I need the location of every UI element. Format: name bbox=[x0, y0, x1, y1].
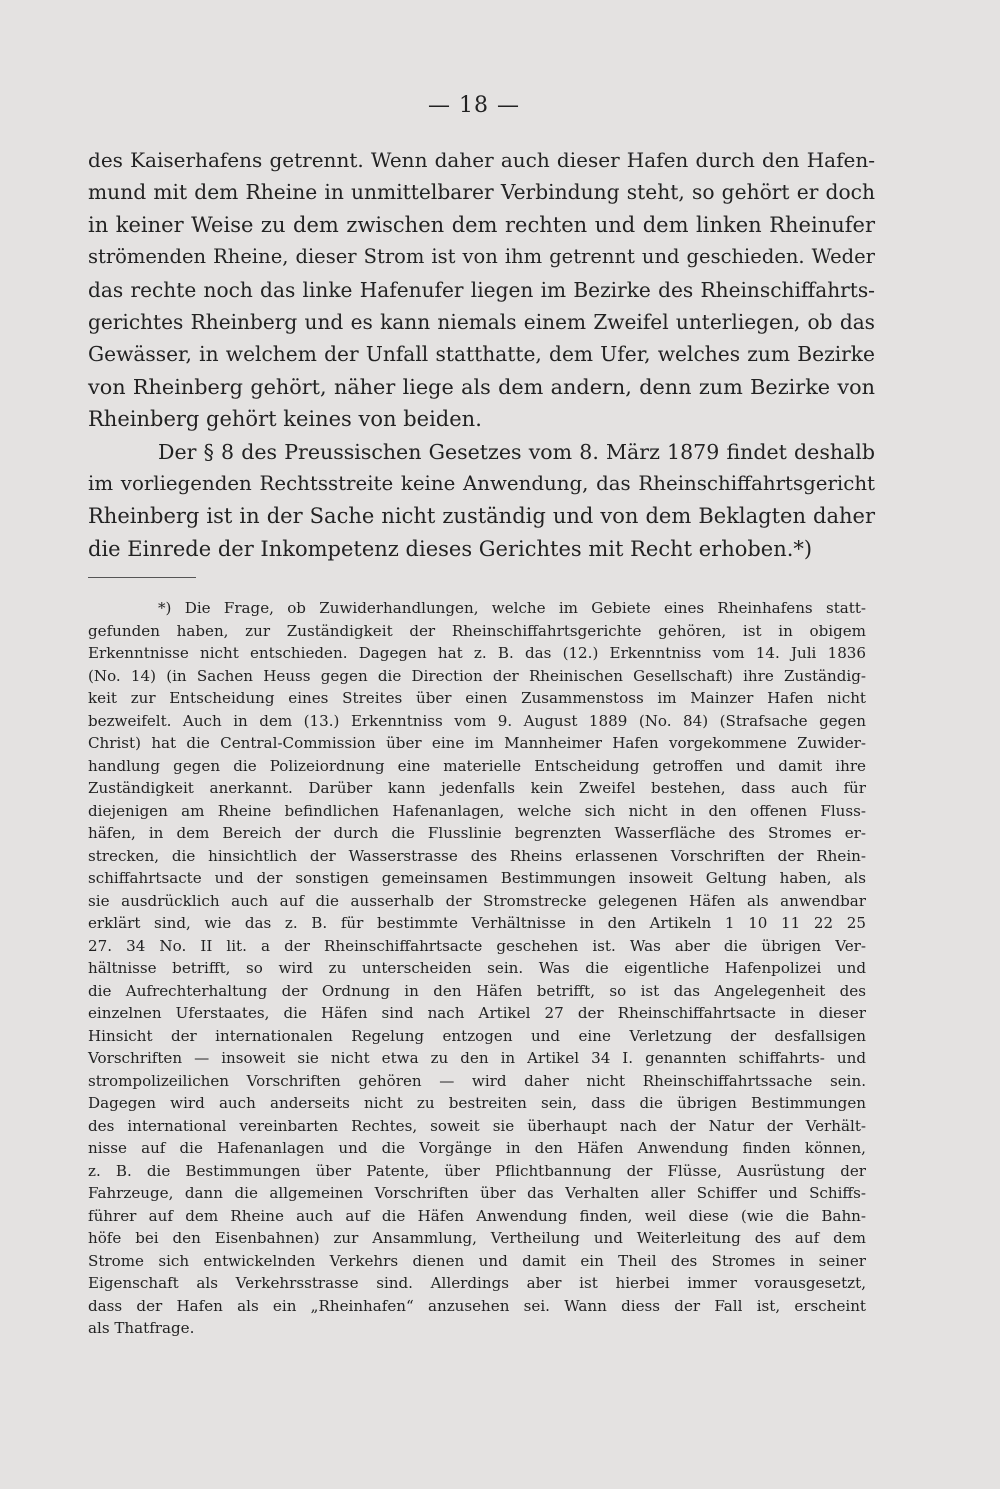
footnote-line: Fahrzeuge, dann die allgemeinen Vorschriften über das Verhalten aller Schiffer und Schiffs- bbox=[88, 1184, 866, 1202]
text-line: von Rheinberg gehört, näher liege als dem andern, denn zum Bezirke von bbox=[88, 374, 875, 399]
footnote-line: Vorschriften — insoweit sie nicht etwa zu den in Artikel 34 I. genannten schiffahrts- und bbox=[88, 1049, 866, 1067]
footnote-line: schiffahrtsacte und der sonstigen gemeinsamen Bestimmungen insoweit Geltung haben, als bbox=[88, 869, 866, 887]
footnote-line: führer auf dem Rheine auch auf die Häfen Anwendung finden, weil diese (wie die Bahn- bbox=[88, 1206, 866, 1225]
footnote-line: dass der Hafen als ein „Rheinhafen“ anzusehen sei. Wann diess der Fall ist, erscheint bbox=[88, 1296, 866, 1315]
text-line: Gewässer, in welchem der Unfall statthatte, dem Ufer, welches zum Bezirke bbox=[88, 342, 875, 367]
footnote-line: gefunden haben, zur Zuständigkeit der Rheinschiffahrtsgerichte gehören, ist in obigem bbox=[88, 621, 866, 640]
footnote-line: Dagegen wird auch anderseits nicht zu bestreiten sein, dass die übrigen Bestimmungen bbox=[88, 1094, 866, 1112]
footnote-line: nisse auf die Hafenanlagen und die Vorgänge in den Häfen Anwendung finden können, bbox=[88, 1139, 866, 1157]
text-line: gerichtes Rheinberg und es kann niemals einem Zweifel unterliegen, ob das bbox=[88, 310, 875, 335]
footnote-line: Christ) hat die Central-Commission über eine im Mannheimer Hafen vorgekommene Zuwider- bbox=[88, 734, 866, 752]
footnote-line: z. B. die Bestimmungen über Patente, über Pflichtbannung der Flüsse, Ausrüstung der bbox=[88, 1161, 866, 1180]
text-line: Rheinberg ist in der Sache nicht zuständig und von dem Beklagten daher bbox=[88, 504, 875, 529]
footnote-line: Erkenntnisse nicht entschieden. Dagegen hat z. B. das (12.) Erkenntniss vom 14. Juli 1836 bbox=[88, 644, 866, 662]
footnote-line: (No. 14) (in Sachen Heuss gegen die Direction der Rheinischen Gesellschaft) ihre Zuständig- bbox=[88, 666, 866, 685]
text-line: das rechte noch das linke Hafenufer liegen im Bezirke des Rheinschiffahrts- bbox=[88, 277, 875, 302]
main-text bbox=[88, 144, 875, 565]
footnote bbox=[88, 597, 866, 1340]
footnote-line: erklärt sind, wie das z. B. für bestimmte Verhältnisse in den Artikeln 1 10 11 22 25 bbox=[88, 914, 866, 932]
footnote-line: Hinsicht der internationalen Regelung entzogen und eine Verletzung der desfallsigen bbox=[88, 1026, 866, 1045]
footnote-line: keit zur Entscheidung eines Streites über einen Zusammenstoss im Mainzer Hafen nicht bbox=[88, 689, 866, 707]
footnote-line: sie ausdrücklich auch auf die ausserhalb der Stromstrecke gelegenen Häfen als anwendbar bbox=[88, 891, 866, 910]
text-line: im vorliegenden Rechtsstreite keine Anwendung, das Rheinschiffahrtsgericht bbox=[88, 472, 875, 496]
footnote-line: hältnisse betrifft, so wird zu unterscheiden sein. Was die eigentliche Hafenpolizei und bbox=[88, 959, 866, 977]
footnote-line: des international vereinbarten Rechtes, soweit sie überhaupt nach der Natur der Verhält- bbox=[88, 1116, 866, 1135]
footnote-line: einzelnen Uferstaates, die Häfen sind nach Artikel 27 der Rheinschiffahrtsacte in dieser bbox=[88, 1004, 866, 1022]
footnote-line: bezweifelt. Auch in dem (13.) Erkenntniss vom 9. August 1889 (No. 84) (Strafsache gegen bbox=[88, 711, 866, 730]
text-line: Rheinberg gehört keines von beiden. bbox=[88, 407, 482, 432]
footnote-line: Zuständigkeit anerkannt. Darüber kann jedenfalls kein Zweifel bestehen, dass auch für bbox=[88, 779, 866, 797]
text-line: des Kaiserhafens getrennt. Wenn daher auch dieser Hafen durch den Hafen- bbox=[88, 148, 875, 172]
footnote-line: als Thatfrage. bbox=[88, 1319, 195, 1337]
footnote-line: 27. 34 No. II lit. a der Rheinschiffahrtsacte geschehen ist. Was aber die übrigen Ver- bbox=[88, 936, 866, 955]
footnote-line: Eigenschaft als Verkehrsstrasse sind. Allerdings aber ist hierbei immer vorausgesetzt, bbox=[88, 1274, 866, 1292]
text-line: strömenden Rheine, dieser Strom ist von ihm getrennt und geschieden. Weder bbox=[88, 245, 875, 269]
footnote-line: *) Die Frage, ob Zuwiderhandlungen, welche im Gebiete eines Rheinhafens statt- bbox=[158, 599, 866, 617]
text-line: mund mit dem Rheine in unmittelbarer Verbindung steht, so gehört er doch bbox=[88, 180, 875, 205]
page-number: — 18 — bbox=[428, 93, 520, 118]
footnote-line: häfen, in dem Bereich der durch die Flusslinie begrenzten Wasserfläche des Stromes er- bbox=[88, 824, 866, 842]
footnote-line: diejenigen am Rheine befindlichen Hafenanlagen, welche sich nicht in den offenen Fluss- bbox=[88, 801, 866, 820]
footnote-line: höfe bei den Eisenbahnen) zur Ansammlung, Vertheilung und Weiterleitung des auf dem bbox=[88, 1229, 866, 1247]
footnote-line: die Aufrechterhaltung der Ordnung in den Häfen betrifft, so ist das Angelegenheit des bbox=[88, 981, 866, 1000]
text-line: in keiner Weise zu dem zwischen dem rechten und dem linken Rheinufer bbox=[88, 212, 875, 237]
footnote-line: strecken, die hinsichtlich der Wasserstrasse des Rheins erlassenen Vorschriften der Rhein- bbox=[88, 846, 866, 865]
footnote-line: Strome sich entwickelnden Verkehrs dienen und damit ein Theil des Stromes in seiner bbox=[88, 1251, 866, 1270]
footnote-separator bbox=[88, 577, 196, 578]
footnote-line: strompolizeilichen Vorschriften gehören — wird daher nicht Rheinschiffahrtssache sein. bbox=[88, 1071, 866, 1090]
footnote-line: handlung gegen die Polizeiordnung eine materielle Entscheidung getroffen und damit ihre bbox=[88, 756, 866, 775]
text-line: Der § 8 des Preussischen Gesetzes vom 8. März 1879 findet deshalb bbox=[158, 439, 875, 464]
text-line: die Einrede der Inkompetenz dieses Gerichtes mit Recht erhoben.*) bbox=[88, 536, 813, 561]
